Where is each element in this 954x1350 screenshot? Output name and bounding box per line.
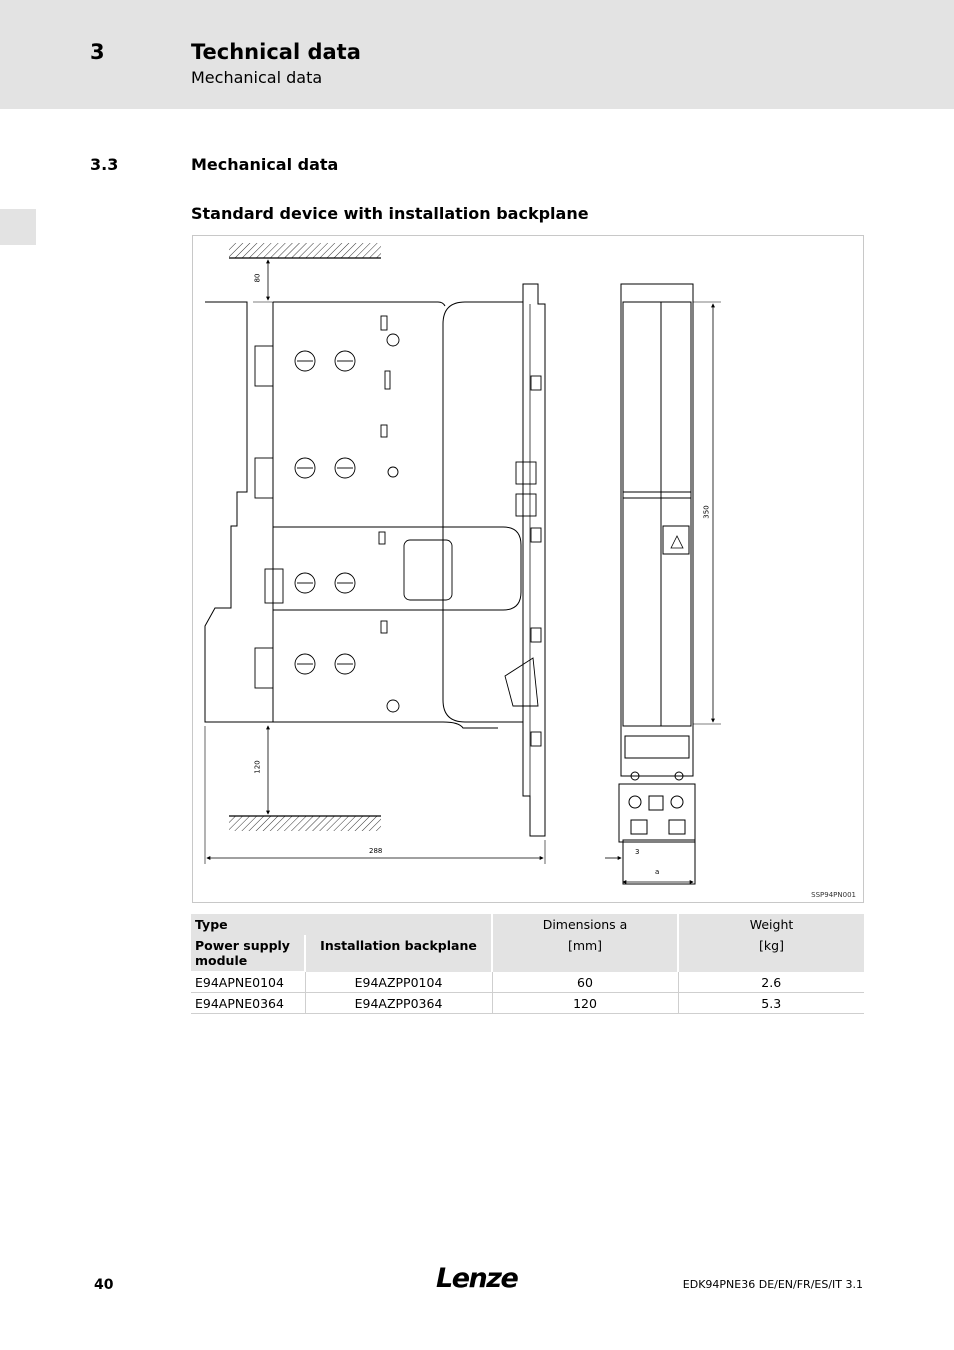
dim-height: 350 bbox=[702, 505, 711, 519]
table-subheader-row bbox=[191, 935, 864, 972]
figure-title: Standard device with installation backplane bbox=[191, 204, 589, 223]
table-row bbox=[191, 972, 864, 993]
section-title: Mechanical data bbox=[191, 155, 339, 174]
dim-depth: 288 bbox=[369, 847, 383, 855]
lenze-logo: Lenze bbox=[436, 1263, 518, 1294]
cell-backplane: E94AZPP0104 bbox=[305, 972, 492, 993]
front-view bbox=[619, 284, 695, 884]
cell-weight: 2.6 bbox=[678, 972, 864, 993]
connector-clips bbox=[255, 346, 541, 746]
cell-dimension: 120 bbox=[492, 993, 678, 1014]
side-tab-marker bbox=[0, 209, 36, 245]
table-header-row bbox=[191, 914, 864, 935]
dimension-drawing bbox=[192, 235, 864, 903]
col-backplane: Installation backplane bbox=[305, 935, 492, 972]
col-dim-unit: [mm] bbox=[492, 935, 678, 972]
col-power-supply: Power supply module bbox=[191, 935, 305, 972]
terminal-block-top bbox=[295, 316, 399, 712]
col-weight-unit: [kg] bbox=[678, 935, 864, 972]
bottom-wall-hatch bbox=[229, 816, 381, 831]
cell-dimension: 60 bbox=[492, 972, 678, 993]
spec-table bbox=[191, 914, 864, 1014]
chapter-subtitle: Mechanical data bbox=[191, 68, 323, 87]
dim-bottom-clearance: 120 bbox=[253, 760, 262, 774]
cell-psu: E94APNE0104 bbox=[191, 972, 305, 993]
cell-weight: 5.3 bbox=[678, 993, 864, 1014]
document-id: EDK94PNE36 DE/EN/FR/ES/IT 3.1 bbox=[682, 1278, 863, 1291]
dim-offset: 3 bbox=[635, 848, 640, 856]
cell-backplane: E94AZPP0364 bbox=[305, 993, 492, 1014]
dim-width: a bbox=[655, 868, 660, 876]
col-weight: Weight bbox=[678, 914, 864, 935]
col-dimensions: Dimensions a bbox=[492, 914, 678, 935]
drawing-svg bbox=[193, 236, 863, 902]
top-wall-hatch bbox=[229, 243, 381, 258]
table-row bbox=[191, 993, 864, 1014]
col-type: Type bbox=[191, 914, 492, 935]
chapter-title: Technical data bbox=[191, 40, 361, 64]
chapter-number: 3 bbox=[90, 40, 105, 64]
figure-code: SSP94PN001 bbox=[811, 891, 856, 899]
dim-top-clearance: 80 bbox=[253, 273, 262, 283]
section-number: 3.3 bbox=[90, 155, 119, 174]
cell-psu: E94APNE0364 bbox=[191, 993, 305, 1014]
header-band bbox=[0, 0, 954, 109]
page-number: 40 bbox=[94, 1277, 114, 1293]
